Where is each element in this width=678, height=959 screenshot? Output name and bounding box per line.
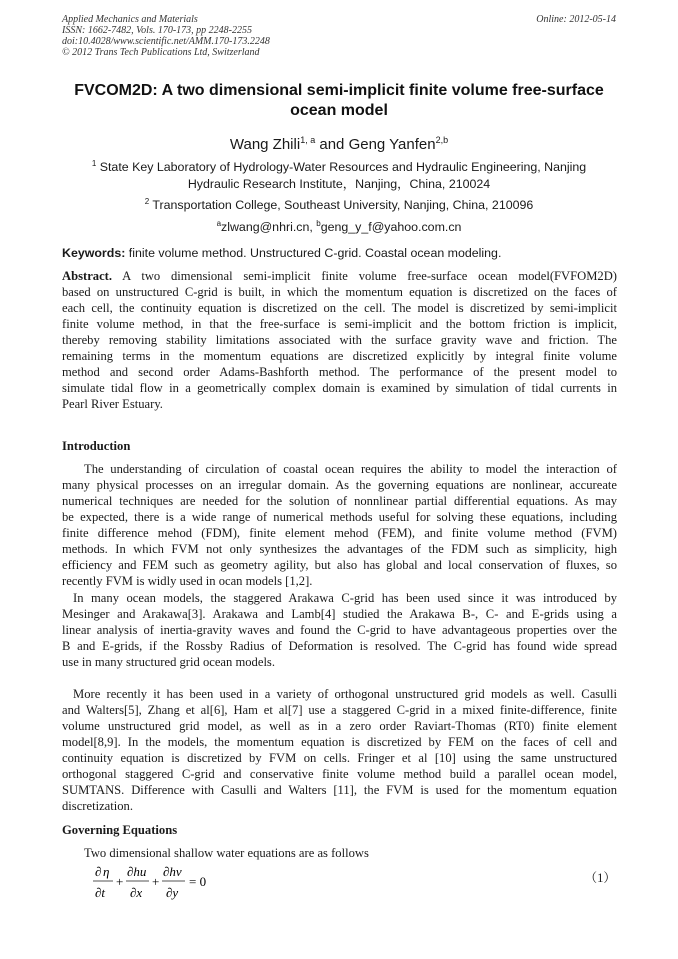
affiliation-1 [62, 155, 616, 193]
abstract-line: finite volume method, in that the free-surface is semi-implicit and the bottom friction is implicit, [62, 317, 617, 331]
paragraph-line: The understanding of circulation of coastal ocean requires the ability to model the interaction of [84, 462, 617, 476]
author-1-affil: 1, a [300, 135, 316, 145]
paragraph-line: In many ocean models, the staggered Arakawa C-grid has been used since it was introduced by [73, 591, 617, 605]
abstract [62, 268, 617, 412]
introduction-paragraph-3 [62, 686, 617, 814]
header-copyright: © 2012 Trans Tech Publications Ltd, Switzerland [62, 47, 260, 58]
email-a-sup: a [216, 219, 222, 228]
author-emails [62, 215, 616, 236]
paragraph-line: numerical techniques are needed for the solution of nonnlinear partial differential equations. As may [62, 494, 617, 508]
author-conjunction: and [315, 136, 349, 153]
paragraph-line: Mesinger and Arakawa[3]. Arakawa and Lamb[4] studied the Arakawa B-, C- and E-grids using a [62, 607, 617, 621]
abstract-line: Pearl River Estuary. [62, 397, 163, 411]
keywords-text: finite volume method. Unstructured C-grid. Coastal ocean modeling. [125, 246, 502, 260]
affiliation-1-line-2: Hydraulic Research Institute，Nanjing，China, 210024 [187, 177, 491, 192]
abstract-line: remaining terms in the momentum equations are discretized explicitly by integral finite volume [62, 349, 617, 363]
affiliation-1-line-1: State Key Laboratory of Hydrology-Water Resources and Hydraulic Engineering, Nanjing [99, 160, 587, 175]
keywords-label: Keywords: [62, 246, 126, 260]
keywords [62, 245, 616, 262]
eq-eta: η [103, 864, 110, 879]
paragraph-line: model[8,9]. In the models, the momentum equation is discretized by FEM on the faces of cell and [62, 735, 617, 749]
eq-dt: ∂t [95, 885, 106, 900]
email-b-sup: b [316, 219, 321, 228]
author-1: Wang Zhili [229, 136, 301, 153]
abstract-line-text: A two dimensional semi-implicit finite volume free-surface ocean model(FVFOM2D) [112, 269, 617, 283]
title-line-1: FVCOM2D: A two dimensional semi-implicit finite volume free-surface [74, 82, 604, 99]
eq-partial-symbol: ∂ [95, 864, 102, 879]
paragraph-line: SUMTANS. Difference with Casulli and Walters [11], the FVM is used for the momentum equation [62, 783, 617, 797]
author-2: Geng Yanfen [348, 136, 436, 153]
paragraph-line: orthogonal staggered C-grid and conservative finite volume method build a parallel ocean model, [62, 767, 617, 781]
paragraph-line: More recently it has been used in a variety of orthogonal unstructured grid models as well. Casulli [73, 687, 617, 701]
header-online-date: Online: 2012-05-14 [536, 14, 616, 25]
continuity-equation [92, 861, 617, 903]
affiliation-1-number: 1 [91, 159, 97, 168]
equation-number: （1） [584, 871, 616, 885]
paragraph-line: discretization. [62, 799, 133, 813]
eq-dy: ∂y [166, 885, 179, 900]
abstract-line: each cell, the continuity equation is discretized on the cell. The model is discretized by semi-implicit [62, 301, 617, 315]
paragraph-line: volume unstructured grid model, as well as in a zero order Raviart-Thomas (RT0) finite element [62, 719, 617, 733]
paragraph-line: and Walters[5], Zhang et al[6], Ham et al[7] use a staggered C-grid in a mixed finite-difference, finite [62, 703, 617, 717]
section-heading-introduction: Introduction [62, 439, 131, 453]
header-journal: Applied Mechanics and Materials [62, 14, 198, 25]
author-2-affil: 2,b [435, 135, 449, 145]
affiliation-2-text: Transportation College, Southeast University, Nanjing, China, 210096 [152, 198, 534, 213]
affiliation-2 [62, 193, 616, 214]
abstract-line: simulate tidal flow in a geometrically complex domain is examined by simulation of tidal currents in [62, 381, 617, 395]
abstract-line [62, 268, 617, 284]
introduction-paragraph-1 [62, 461, 617, 589]
paper-title [62, 81, 616, 121]
paragraph-line: efficiency and FEM such as geometry agility, but also has global and local conservation of fluxes, so [62, 558, 617, 572]
paragraph-line: B and E-grids, if the Rossby Radius of Deformation is resolved. The C-grid has found wide spread [62, 639, 617, 653]
abstract-label: Abstract. [62, 269, 113, 283]
eq-hv: ∂hv [163, 864, 182, 879]
author-line [62, 130, 616, 155]
governing-intro-text: Two dimensional shallow water equations are as follows [84, 846, 369, 860]
title-line-2: ocean model [290, 102, 388, 119]
eq-plus-1: + [116, 874, 124, 889]
header-doi: doi:10.4028/www.scientific.net/AMM.170-173.2248 [62, 36, 270, 47]
paragraph-line: finite difference mehod (FDM), finite element mehod (FEM), and finite volume method (FVM) [62, 526, 617, 540]
abstract-line: thereby removing stability limitations associated with the surface gravity wave and friction. The [62, 333, 617, 347]
eq-equals-zero: = 0 [189, 874, 207, 889]
email-b: geng_y_f@yahoo.com.cn [320, 220, 462, 235]
paragraph-line: recently FVM is widly used in ocan models [1,2]. [62, 574, 313, 588]
paragraph-line: be expected, there is a wide range of numerical methods useful for solving these equations, including [62, 510, 617, 524]
paragraph-line: use in many structured grid ocean models. [62, 655, 275, 669]
paragraph-line: linear analysis of inertia-gravity waves and found the C-grid to have advantageous properties over the [62, 623, 617, 637]
email-a: zlwang@nhri.cn, [221, 220, 317, 235]
eq-plus-2: + [152, 874, 160, 889]
affiliation-2-number: 2 [144, 197, 150, 206]
eq-dx: ∂x [130, 885, 143, 900]
paragraph-line: many physical processes on an irregular domain. As the governing equations are nonlinear, accureate [62, 478, 617, 492]
paragraph-line: continuity equation is discretized by FVM on cells. Fringer et al [10] using the same unstructured [62, 751, 617, 765]
header-issn: ISSN: 1662-7482, Vols. 170-173, pp 2248-2255 [62, 25, 252, 36]
introduction-paragraph-2 [62, 590, 617, 670]
abstract-line: method and second order Adams-Bashforth method. The performance of the present model to [62, 365, 617, 379]
eq-hu: ∂hu [127, 864, 147, 879]
paragraph-line: methods. In which FVM not only synthesizes the advantages of the FDM such as simplicity, high [62, 542, 617, 556]
abstract-line: based on unstructured C-grid is built, in which the momentum equation is discretized on the faces of [62, 285, 617, 299]
section-heading-governing-equations: Governing Equations [62, 823, 178, 837]
running-header [62, 14, 616, 58]
